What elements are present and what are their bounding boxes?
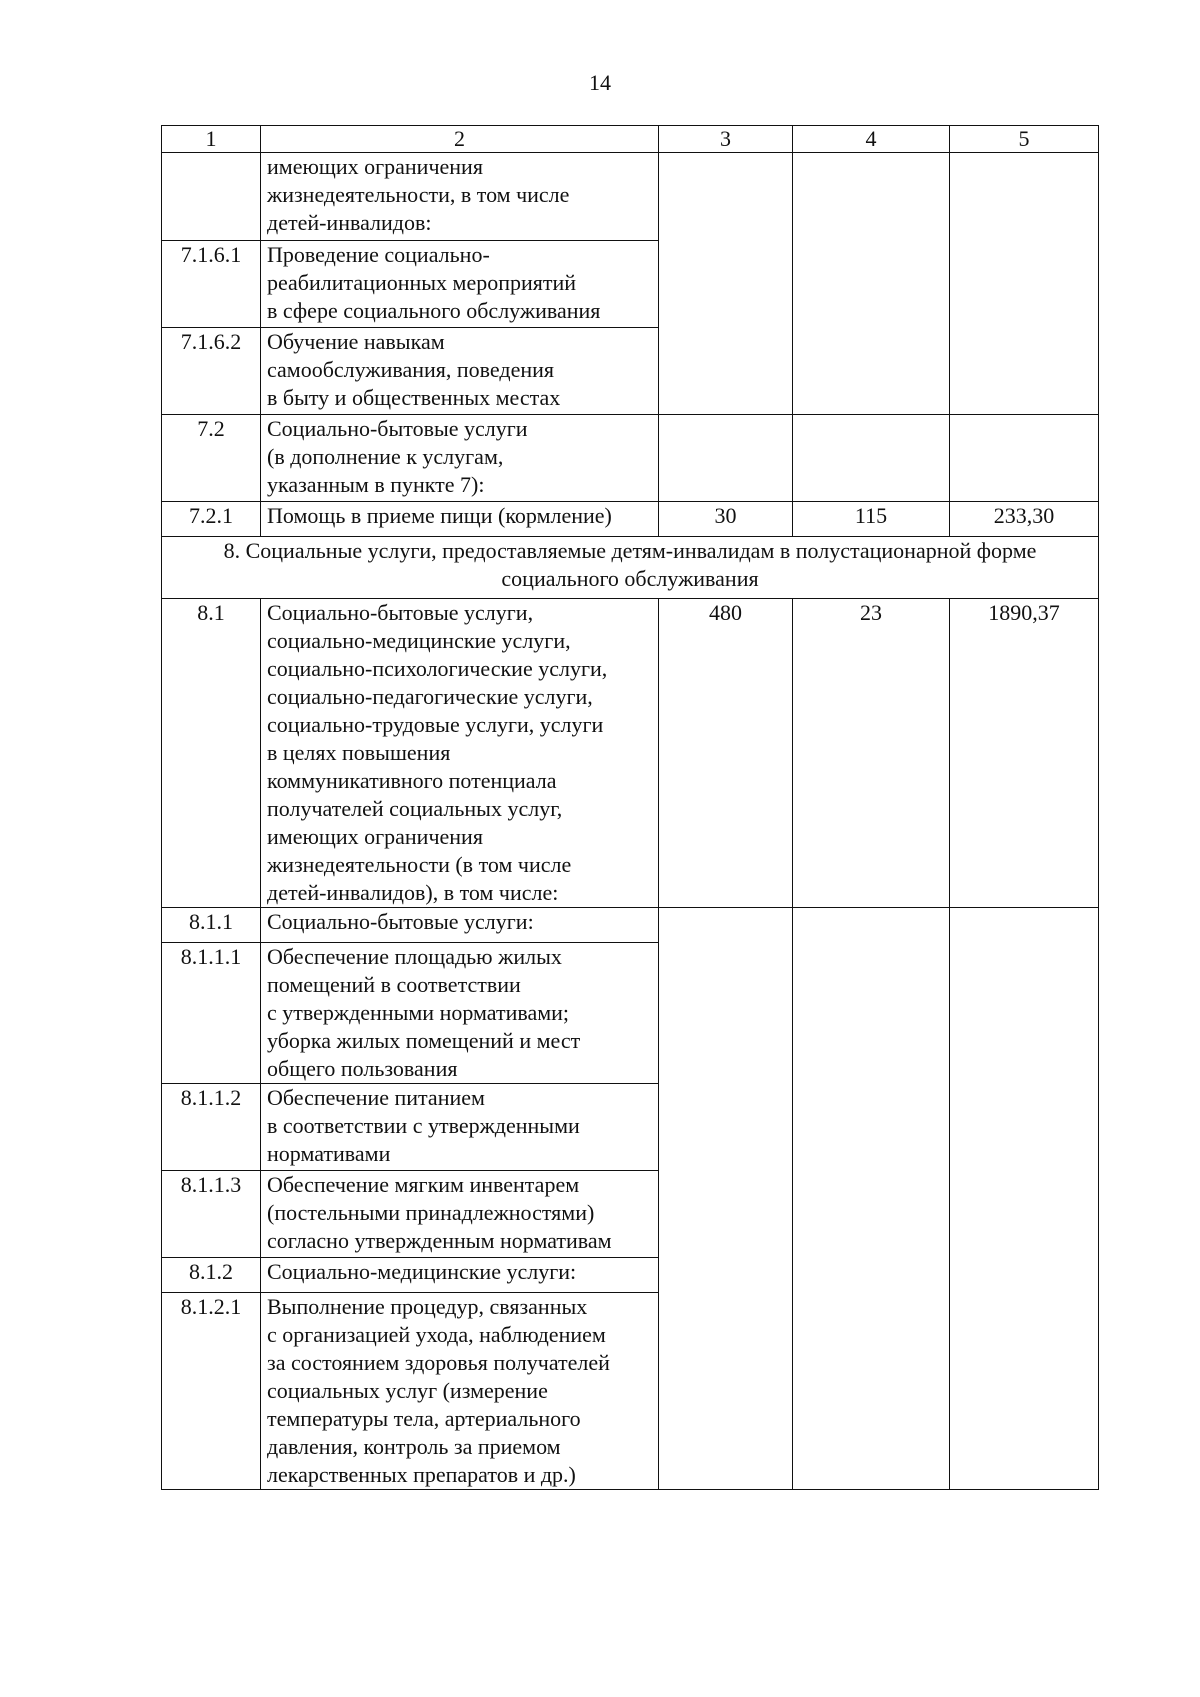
- description-line: жизнедеятельности (в том числе: [267, 852, 572, 877]
- item-number: 8.1.1.2: [162, 1084, 261, 1171]
- value-column-3: [659, 153, 793, 415]
- description-line: детей-инвалидов), в том числе:: [267, 880, 559, 905]
- section-title-line: социального обслуживания: [501, 566, 759, 591]
- description-line: жизнедеятельности, в том числе: [267, 182, 570, 207]
- table-body: [162, 126, 1099, 1490]
- value-column-4: [793, 908, 950, 1490]
- description-line: лекарственных препаратов и др.): [267, 1462, 576, 1487]
- description-line: с утвержденными нормативами;: [267, 1000, 570, 1025]
- table-row: [162, 908, 1099, 943]
- service-description: [261, 943, 659, 1084]
- value-column-3: 30: [659, 502, 793, 537]
- description-line: Помощь в приеме пищи (кормление): [267, 503, 612, 528]
- description-line: согласно утвержденным нормативам: [267, 1228, 612, 1253]
- value-column-5: [950, 415, 1099, 502]
- description-line: имеющих ограничения: [267, 154, 483, 179]
- description-line: Социально-бытовые услуги:: [267, 909, 534, 934]
- service-description: [261, 1293, 659, 1490]
- item-number: 8.1.1: [162, 908, 261, 943]
- column-number-1: 1: [162, 126, 261, 153]
- item-number: 8.1.2.1: [162, 1293, 261, 1490]
- value-column-4: [793, 415, 950, 502]
- description-line: социально-трудовые услуги, услуги: [267, 712, 604, 737]
- description-line: давления, контроль за приемом: [267, 1434, 561, 1459]
- description-line: Обеспечение площадью жилых: [267, 944, 562, 969]
- column-number-3: 3: [659, 126, 793, 153]
- value-column-3: 480: [659, 599, 793, 908]
- service-description: [261, 328, 659, 415]
- section-title-line: 8. Социальные услуги, предоставляемые детям-инвалидам в полустационарной форме: [223, 538, 1037, 563]
- description-line: нормативами: [267, 1141, 391, 1166]
- description-line: Социально-медицинские услуги:: [267, 1259, 577, 1284]
- service-description: [261, 502, 659, 537]
- description-line: Обеспечение питанием: [267, 1085, 485, 1110]
- service-description: [261, 599, 659, 908]
- page-number: 14: [589, 70, 611, 95]
- item-number: 8.1.1.1: [162, 943, 261, 1084]
- item-number: 7.1.6.2: [162, 328, 261, 415]
- table-row: [162, 502, 1099, 537]
- column-number-4: 4: [793, 126, 950, 153]
- section-row: [162, 537, 1099, 599]
- description-line: в быту и общественных местах: [267, 385, 561, 410]
- item-number: [162, 153, 261, 241]
- description-line: Обучение навыкам: [267, 329, 445, 354]
- item-number: 8.1.2: [162, 1258, 261, 1293]
- value-column-4: [793, 153, 950, 415]
- description-line: Выполнение процедур, связанных: [267, 1294, 588, 1319]
- value-column-5: 1890,37: [950, 599, 1099, 908]
- item-number: 7.2.1: [162, 502, 261, 537]
- description-line: самообслуживания, поведения: [267, 357, 554, 382]
- description-line: общего пользования: [267, 1056, 458, 1081]
- description-line: за состоянием здоровья получателей: [267, 1350, 610, 1375]
- description-line: в соответствии с утвержденными: [267, 1113, 580, 1138]
- description-line: Социально-бытовые услуги,: [267, 600, 534, 625]
- description-line: температуры тела, артериального: [267, 1406, 581, 1431]
- service-description: [261, 153, 659, 241]
- value-column-5: [950, 908, 1099, 1490]
- description-line: социально-психологические услуги,: [267, 656, 608, 681]
- description-line: с организацией ухода, наблюдением: [267, 1322, 606, 1347]
- value-column-5: 233,30: [950, 502, 1099, 537]
- item-number: 8.1.1.3: [162, 1171, 261, 1258]
- value-column-3: [659, 908, 793, 1490]
- value-column-3: [659, 415, 793, 502]
- description-line: социально-медицинские услуги,: [267, 628, 571, 653]
- service-description: [261, 1258, 659, 1293]
- item-number: 7.2: [162, 415, 261, 502]
- service-description: [261, 415, 659, 502]
- description-line: получателей социальных услуг,: [267, 796, 563, 821]
- description-line: в целях повышения: [267, 740, 451, 765]
- description-line: Обеспечение мягким инвентарем: [267, 1172, 580, 1197]
- service-description: [261, 241, 659, 328]
- table-row: [162, 599, 1099, 908]
- description-line: коммуникативного потенциала: [267, 768, 557, 793]
- service-description: [261, 1171, 659, 1258]
- service-description: [261, 908, 659, 943]
- description-line: указанным в пункте 7):: [267, 472, 485, 497]
- description-line: реабилитационных мероприятий: [267, 270, 577, 295]
- column-number-2: 2: [261, 126, 659, 153]
- service-description: [261, 1084, 659, 1171]
- item-number: 8.1: [162, 599, 261, 908]
- services-table: [161, 125, 1099, 1490]
- description-line: Социально-бытовые услуги: [267, 416, 528, 441]
- description-line: социальных услуг (измерение: [267, 1378, 548, 1403]
- description-line: (в дополнение к услугам,: [267, 444, 504, 469]
- item-number: 7.1.6.1: [162, 241, 261, 328]
- description-line: социально-педагогические услуги,: [267, 684, 593, 709]
- description-line: помещений в соответствии: [267, 972, 521, 997]
- description-line: имеющих ограничения: [267, 824, 483, 849]
- table-row: [162, 415, 1099, 502]
- table-header-row: [162, 126, 1099, 153]
- section-title: [162, 537, 1099, 599]
- column-number-5: 5: [950, 126, 1099, 153]
- description-line: детей-инвалидов:: [267, 210, 432, 235]
- description-line: Проведение социально-: [267, 242, 490, 267]
- description-line: в сфере социального обслуживания: [267, 298, 601, 323]
- value-column-4: 115: [793, 502, 950, 537]
- value-column-4: 23: [793, 599, 950, 908]
- table-row: [162, 153, 1099, 241]
- value-column-5: [950, 153, 1099, 415]
- description-line: (постельными принадлежностями): [267, 1200, 595, 1225]
- description-line: уборка жилых помещений и мест: [267, 1028, 581, 1053]
